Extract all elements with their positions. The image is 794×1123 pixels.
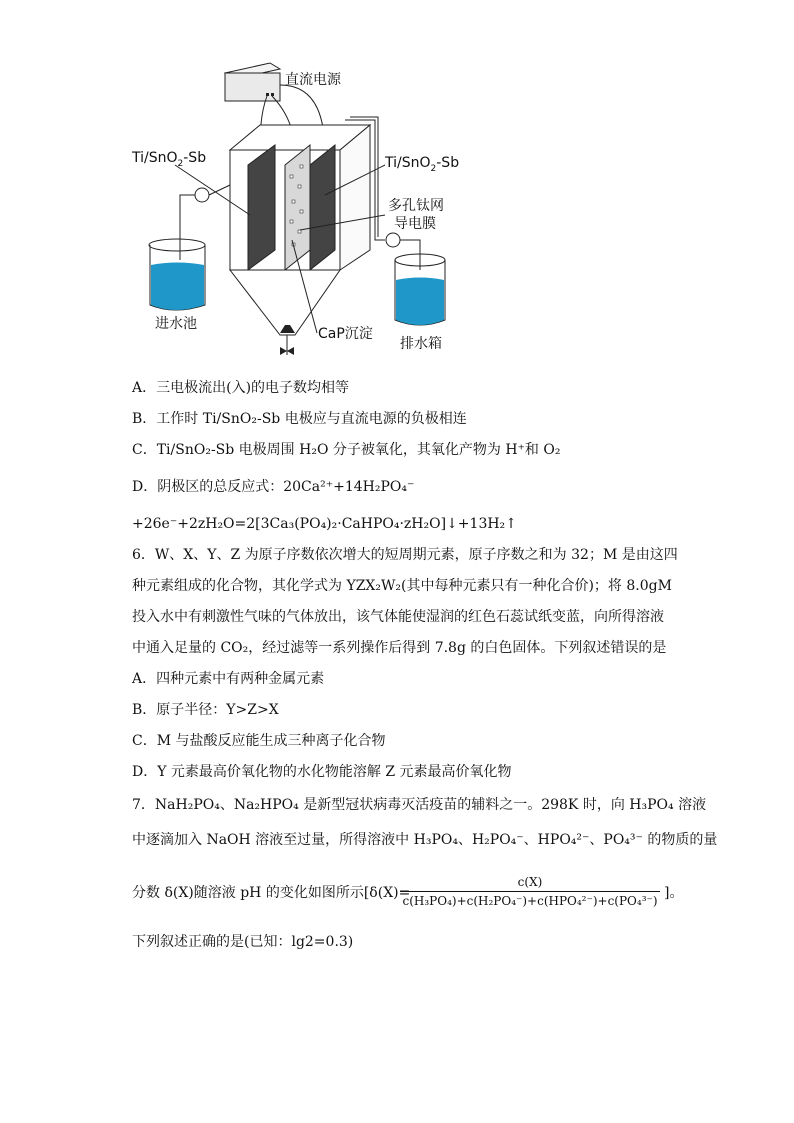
- q5-option-d-cont: +26e⁻+2zH₂O=2[3Ca₃(PO₄)₂·CaHPO₄·zH₂O]↓+13H₂↑: [132, 516, 517, 532]
- q5-option-d: D．阴极区的总反应式：20Ca²⁺+14H₂PO₄⁻: [132, 479, 415, 495]
- delta-fraction: [400, 875, 660, 908]
- q6-stem-1: 6．W、X、Y、Z 为原子序数依次增大的短周期元素，原子序数之和为 32；M 是由这四: [132, 547, 678, 563]
- q6-stem-2: 种元素组成的化合物，其化学式为 YZX₂W₂(其中每种元素只有一种化合价)；将 8.0gM: [132, 578, 672, 594]
- q6-option-a: A．四种元素中有两种金属元素: [132, 671, 325, 687]
- left-electrode-label: Ti/SnO$_2$-Sb: [132, 150, 207, 169]
- fraction-denominator: c(H₃PO₄)+c(H₂PO₄⁻)+c(HPO₄²⁻)+c(PO₄³⁻): [402, 894, 658, 908]
- inlet-label: 进水池: [155, 316, 197, 332]
- q7-stem-4: 下列叙述正确的是(已知：lg2=0.3): [132, 934, 354, 950]
- power-label: 直流电源: [285, 72, 341, 88]
- q5-option-b: B．工作时 Ti/SnO₂-Sb 电极应与直流电源的负极相连: [132, 411, 467, 427]
- porous-mesh: [285, 145, 310, 270]
- q7-stem-1: 7．NaH₂PO₄、Na₂HPO₄ 是新型冠状病毒灭活疫苗的辅料之一。298K 时，向 H₃PO₄ 溶液: [132, 797, 707, 813]
- power-supply: [225, 63, 280, 101]
- electrolysis-figure: [120, 55, 480, 375]
- q6-option-c: C．M 与盐酸反应能生成三种离子化合物: [132, 733, 386, 749]
- right-electrode-label: Ti/SnO$_2$-Sb: [385, 155, 460, 174]
- fraction-numerator: c(X): [400, 875, 660, 892]
- right-electrode: [310, 145, 335, 270]
- q6-stem-4: 中通入足量的 CO₂，经过滤等一系列操作后得到 7.8g 的白色固体。下列叙述错误的是: [132, 640, 667, 656]
- q7-stem-3-end: ]。: [664, 885, 684, 901]
- inlet-beaker: [149, 239, 205, 310]
- membrane-label: 导电膜: [394, 216, 436, 232]
- q5-option-c: C．Ti/SnO₂-Sb 电极周围 H₂O 分子被氧化，其氧化产物为 H⁺和 O₂: [132, 442, 561, 458]
- q7-stem-3: 分数 δ(X)随溶液 pH 的变化如图所示[δ(X)=: [132, 885, 411, 901]
- precipitate-label: CaP沉淀: [318, 326, 373, 342]
- q6-stem-3: 投入水中有刺激性气味的气体放出，该气体能使湿润的红色石蕊试纸变蓝，向所得溶液: [132, 609, 664, 625]
- outlet-label: 排水箱: [400, 336, 442, 352]
- q6-option-b: B．原子半径：Y>Z>X: [132, 702, 279, 718]
- q7-stem-2: 中逐滴加入 NaOH 溶液至过量，所得溶液中 H₃PO₄、H₂PO₄⁻、HPO₄²⁻、PO₄³⁻ 的物质的量: [132, 832, 718, 848]
- mesh-label: 多孔钛网: [388, 198, 444, 214]
- left-electrode: [248, 145, 275, 270]
- q6-option-d: D．Y 元素最高价氧化物的水化物能溶解 Z 元素最高价氧化物: [132, 764, 512, 780]
- q5-option-a: A．三电极流出(入)的电子数均相等: [132, 380, 350, 396]
